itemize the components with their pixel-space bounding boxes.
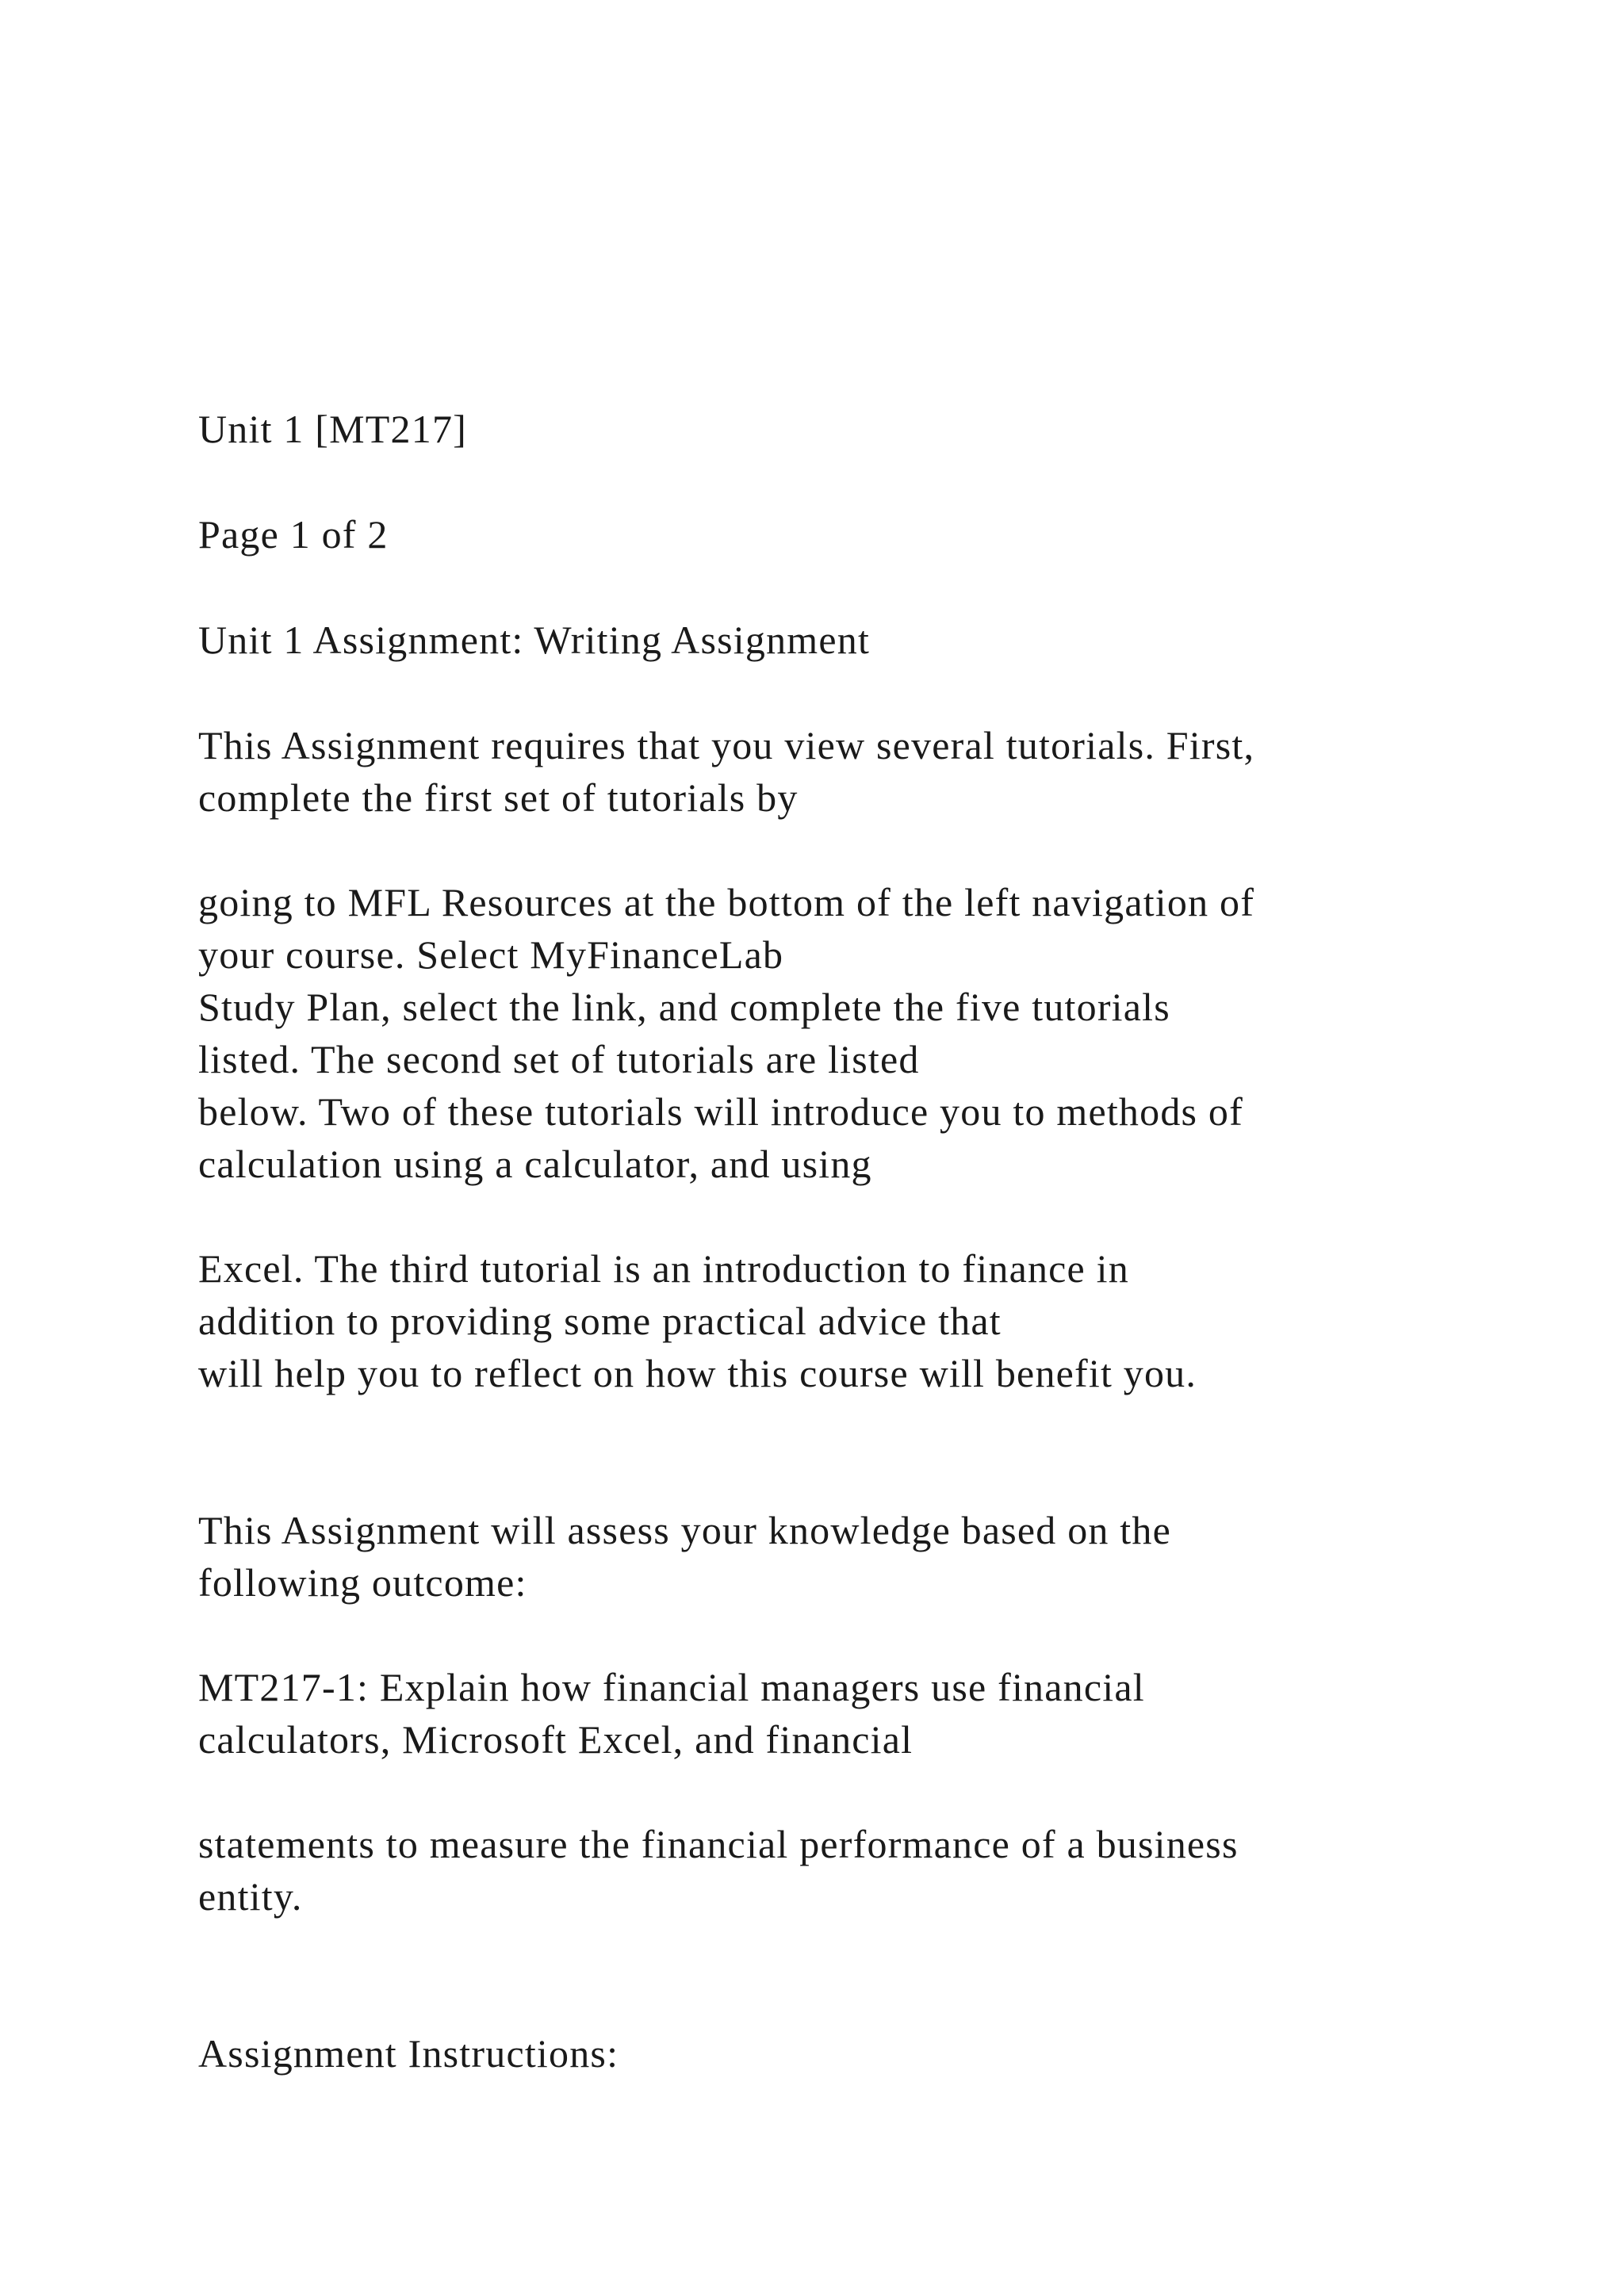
intro-line: your course. Select MyFinanceLab [198, 932, 784, 977]
intro-line: complete the first set of tutorials by [198, 775, 799, 820]
page-indicator: Page 1 of 2 [198, 512, 389, 557]
intro-line: going to MFL Resources at the bottom of the left navigation of [198, 880, 1255, 924]
intro-line: Excel. The third tutorial is an introduction to finance in [198, 1246, 1129, 1291]
outcome-line: statements to measure the financial performance of a business [198, 1822, 1239, 1866]
intro-line: Study Plan, select the link, and complete the five tutorials [198, 985, 1170, 1029]
instructions-heading: Assignment Instructions: [198, 2031, 619, 2076]
intro-line: This Assignment requires that you view several tutorials. First, [198, 723, 1255, 767]
intro-line: addition to providing some practical advice that [198, 1299, 1002, 1343]
assignment-title: Unit 1 Assignment: Writing Assignment [198, 618, 871, 662]
outcome-line: MT217-1: Explain how financial managers use financial [198, 1665, 1145, 1709]
outcome-line: entity. [198, 1874, 303, 1919]
intro-line: listed. The second set of tutorials are listed [198, 1037, 920, 1081]
intro-line: will help you to reflect on how this course will benefit you. [198, 1351, 1197, 1395]
assessment-line: following outcome: [198, 1560, 527, 1605]
outcome-line: calculators, Microsoft Excel, and financial [198, 1717, 914, 1762]
assessment-line: This Assignment will assess your knowledge based on the [198, 1508, 1171, 1552]
intro-line: calculation using a calculator, and using [198, 1142, 872, 1186]
course-header: Unit 1 [MT217] [198, 407, 467, 451]
intro-line: below. Two of these tutorials will introduce you to methods of [198, 1089, 1243, 1134]
